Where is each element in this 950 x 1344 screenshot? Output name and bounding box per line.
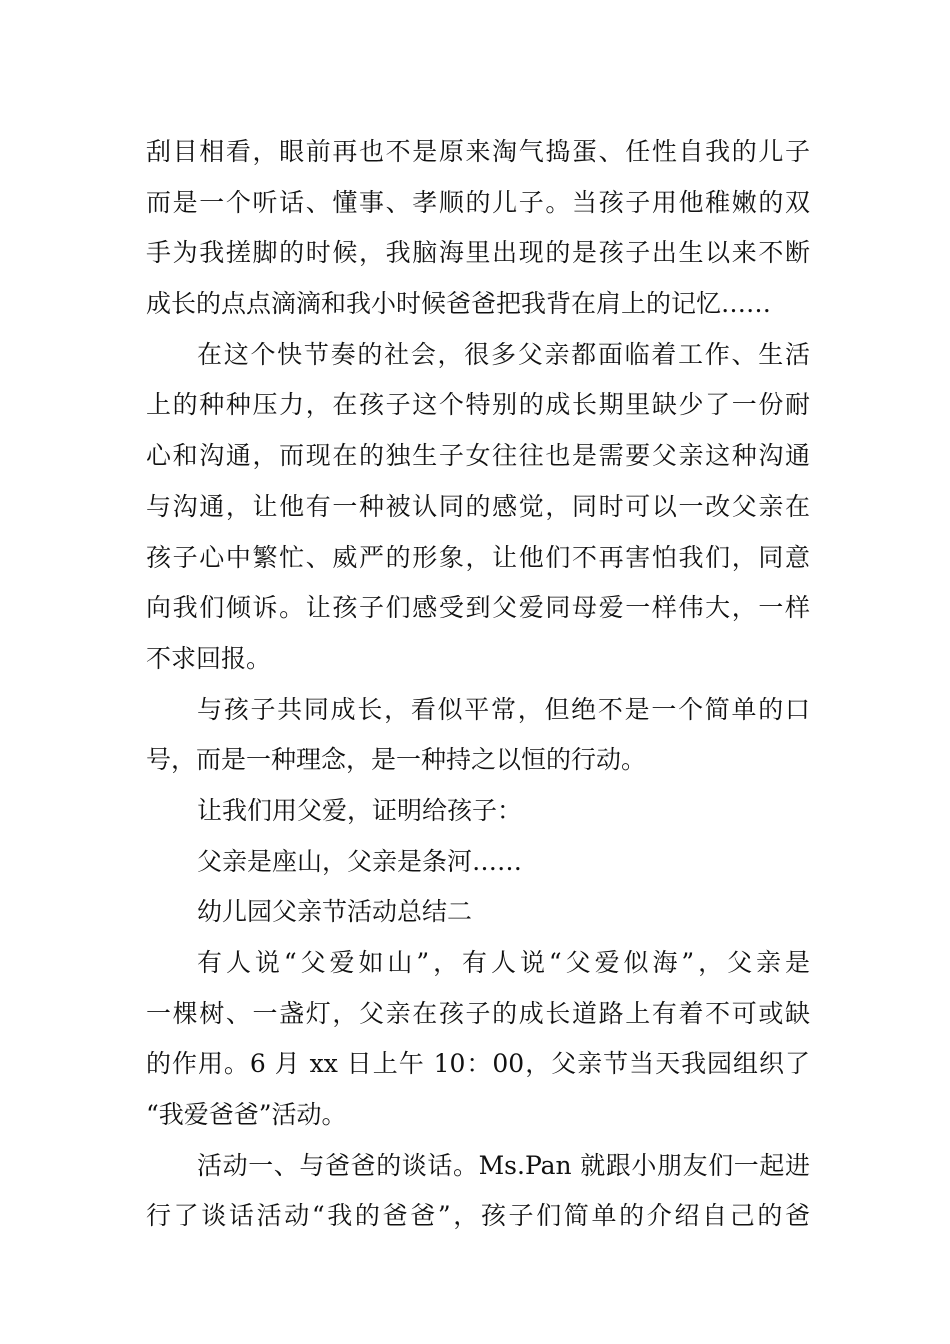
text-line: 向我们倾诉。让孩子们感受到父爱同母爱一样伟大，一样 (146, 593, 810, 623)
text-line: 手为我搓脚的时候，我脑海里出现的是孩子出生以来不断 (146, 238, 810, 268)
text-line: 上的种种压力，在孩子这个特别的成长期里缺少了一份耐 (146, 390, 810, 420)
text-line: 号，而是一种理念，是一种持之以恒的行动。 (146, 745, 647, 775)
text-line: 而是一个听话、懂事、孝顺的儿子。当孩子用他稚嫩的双 (146, 187, 810, 217)
text-line: 不求回报。 (146, 643, 272, 673)
text-line: “我爱爸爸”活动。 (146, 1100, 347, 1130)
text-line: 的作用。6 月 xx 日上午 10：00，父亲节当天我园组织了 (146, 1049, 810, 1079)
text-line: 父亲是座山，父亲是条河…… (197, 846, 523, 876)
text-line: 一棵树、一盏灯，父亲在孩子的成长道路上有着不可或缺 (146, 998, 810, 1028)
text-line: 在这个快节奏的社会，很多父亲都面临着工作、生活 (197, 339, 810, 369)
text-line: 孩子心中繁忙、威严的形象，让他们不再害怕我们，同意 (146, 542, 810, 572)
text-line: 刮目相看，眼前再也不是原来淘气捣蛋、任性自我的儿子 (146, 137, 810, 166)
text-line: 与沟通，让他有一种被认同的感觉，同时可以一改父亲在 (146, 491, 810, 521)
section-heading: 幼儿园父亲节活动总结二 (197, 897, 473, 927)
text-line: 有人说“父爱如山”，有人说“父爱似海”，父亲是 (197, 948, 810, 977)
text-line: 心和沟通，而现在的独生子女往往也是需要父亲这种沟通 (146, 441, 810, 471)
document-body (146, 127, 810, 1242)
text-line: 行了谈话活动“我的爸爸”，孩子们简单的介绍自己的爸 (146, 1201, 810, 1231)
text-line: 让我们用父爱，证明给孩子： (197, 795, 523, 825)
text-line: 活动一、与爸爸的谈话。Ms.Pan 就跟小朋友们一起进 (197, 1150, 810, 1180)
text-line: 与孩子共同成长，看似平常，但绝不是一个简单的口 (197, 694, 810, 724)
text-line: 成长的点点滴滴和我小时候爸爸把我背在肩上的记忆…… (146, 289, 772, 319)
